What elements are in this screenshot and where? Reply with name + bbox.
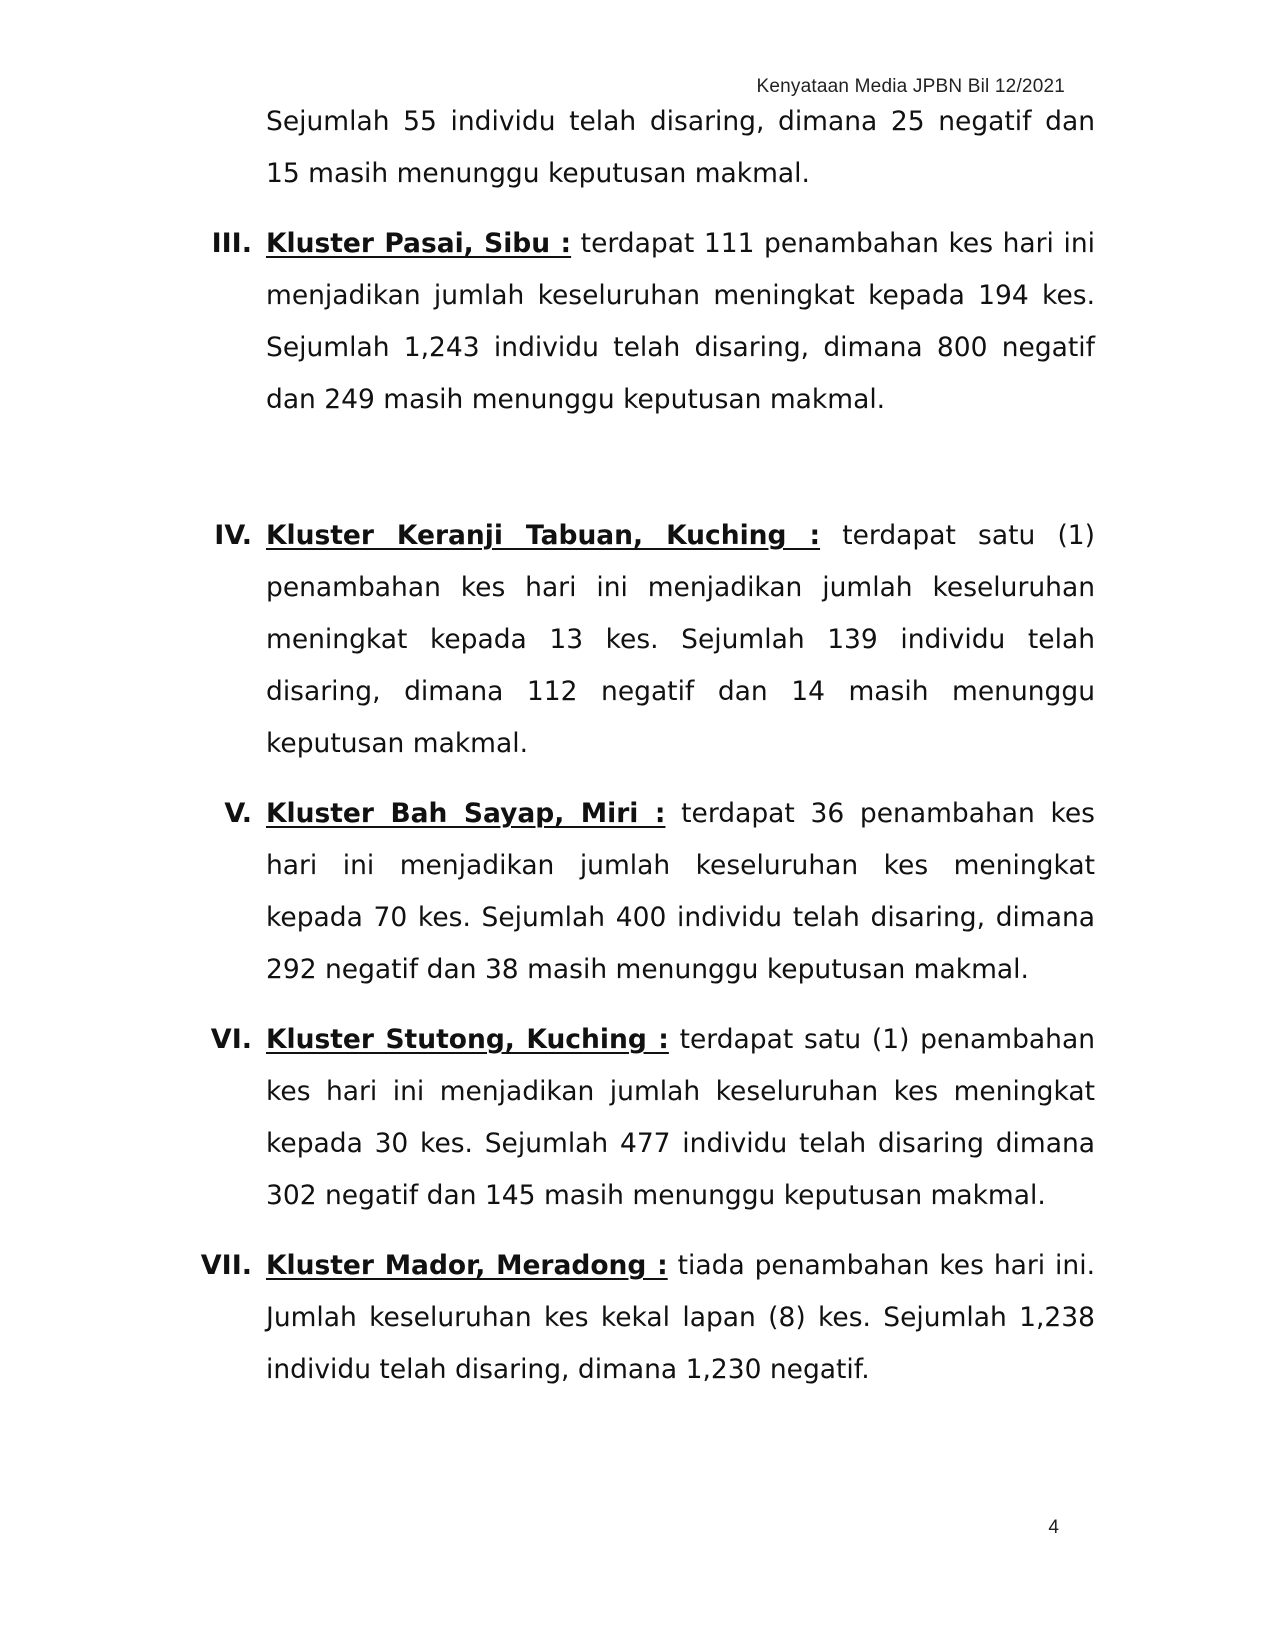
list-item-iii: [200, 218, 1095, 426]
list-item-paragraph: [266, 1240, 1095, 1396]
cluster-description: terdapat satu (1) penambahan kes hari ini menjadikan jumlah keseluruhan kes meningkat kepada 30 kes. Sejumlah 477 individu telah disaring dimana 302 negatif dan 145 masih menunggu keputusan makmal.: [266, 1024, 1095, 1211]
list-numeral: V.: [224, 798, 252, 829]
intro-continuation: [200, 96, 1095, 200]
cluster-title: Kluster Keranji Tabuan, Kuching :: [266, 520, 821, 551]
list-item-paragraph: [266, 510, 1095, 770]
list-item-iv: [200, 510, 1095, 770]
cluster-title: Kluster Pasai, Sibu :: [266, 228, 572, 259]
cluster-description: tiada penambahan kes hari ini. Jumlah keseluruhan kes kekal lapan (8) kes. Sejumlah 1,238 individu telah disaring, dimana 1,230 negatif.: [266, 1250, 1095, 1385]
list-item-vii: [200, 1240, 1095, 1396]
page-number: 4: [1048, 1517, 1059, 1538]
document-body: [200, 96, 1095, 1414]
list-item-paragraph: [266, 218, 1095, 426]
document-header: Kenyataan Media JPBN Bil 12/2021: [756, 76, 1065, 97]
list-numeral: VI.: [210, 1024, 252, 1055]
list-numeral: VII.: [200, 1250, 252, 1281]
list-item-paragraph: [266, 1014, 1095, 1222]
cluster-description: terdapat 36 penambahan kes hari ini menjadikan jumlah keseluruhan kes meningkat kepada 70 kes. Sejumlah 400 individu telah disaring, dimana 292 negatif dan 38 masih menunggu keputusan makmal.: [266, 798, 1095, 985]
list-item-paragraph: [266, 788, 1095, 996]
cluster-description: terdapat 111 penambahan kes hari ini menjadikan jumlah keseluruhan meningkat kepada 194 kes. Sejumlah 1,243 individu telah disaring, dimana 800 negatif dan 249 masih menunggu keputusan makmal.: [266, 228, 1095, 415]
list-item-v: [200, 788, 1095, 996]
list-numeral: IV.: [214, 520, 252, 551]
cluster-description: terdapat satu (1) penambahan kes hari ini menjadikan jumlah keseluruhan meningkat kepada 13 kes. Sejumlah 139 individu telah disaring, dimana 112 negatif dan 14 masih menunggu keputusan makmal.: [266, 520, 1095, 759]
intro-paragraph: Sejumlah 55 individu telah disaring, dimana 25 negatif dan 15 masih menunggu keputusan makmal.: [266, 106, 1095, 189]
cluster-title: Kluster Mador, Meradong :: [266, 1250, 668, 1281]
cluster-title: Kluster Bah Sayap, Miri :: [266, 798, 666, 829]
list-numeral: III.: [211, 228, 252, 259]
list-item-vi: [200, 1014, 1095, 1222]
cluster-title: Kluster Stutong, Kuching :: [266, 1024, 669, 1055]
